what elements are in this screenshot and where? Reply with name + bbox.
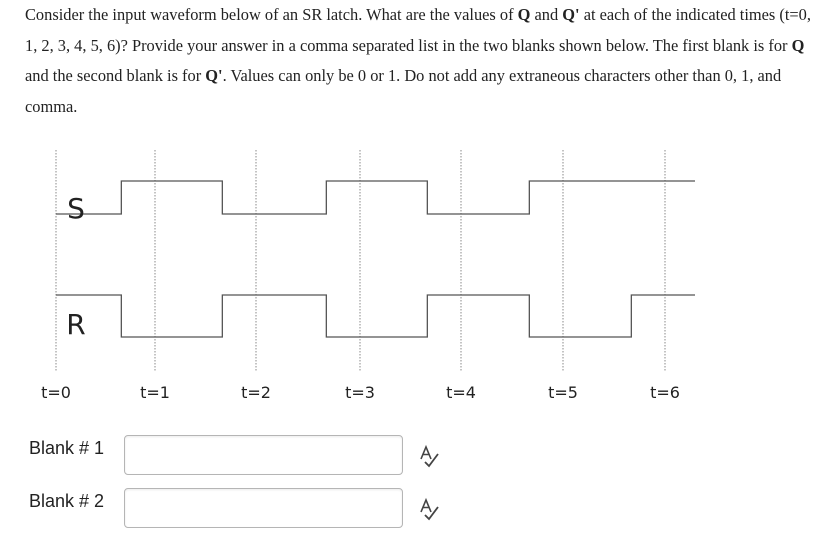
blank-1-label: Blank # 1	[29, 438, 105, 458]
time-guides	[56, 150, 665, 372]
time-label: t=6	[650, 383, 680, 402]
q-prime-symbol: Q'	[562, 5, 580, 24]
time-label: t=0	[41, 383, 71, 402]
time-label: t=3	[345, 383, 375, 402]
time-label: t=2	[241, 383, 271, 402]
spellcheck-icon[interactable]	[418, 444, 440, 468]
q-symbol: Q	[517, 5, 531, 24]
signal-S-label: S	[67, 192, 85, 225]
sr-latch-waveform	[0, 140, 826, 410]
blank-2-input[interactable]	[124, 488, 403, 528]
signal-R-label: R	[66, 308, 86, 341]
question-text: Consider the input waveform below of an SR latch. What are the values of Q and Q' at each of the indicated times (t=0, 1, 2, 3, 4, 5, 6)? Provide your answer in a comma separated list in the two blanks shown below. The first blank is for Q and the second blank is for Q'. Values can only be 0 or 1. Do not add any extraneous characters other than 0, 1, and comma.	[25, 5, 811, 116]
time-labels	[41, 383, 680, 402]
time-label: t=4	[446, 383, 476, 402]
q-symbol: Q	[791, 35, 805, 55]
signal-traces	[56, 181, 695, 341]
time-label: t=1	[140, 383, 170, 402]
spellcheck-icon[interactable]	[418, 497, 440, 521]
q-prime-symbol: Q'	[205, 66, 223, 85]
signal-S-trace	[56, 181, 695, 214]
time-label: t=5	[548, 383, 578, 402]
signal-R-trace	[56, 295, 695, 337]
blank-1-input[interactable]	[124, 435, 403, 475]
blank-2-label: Blank # 2	[29, 491, 105, 511]
